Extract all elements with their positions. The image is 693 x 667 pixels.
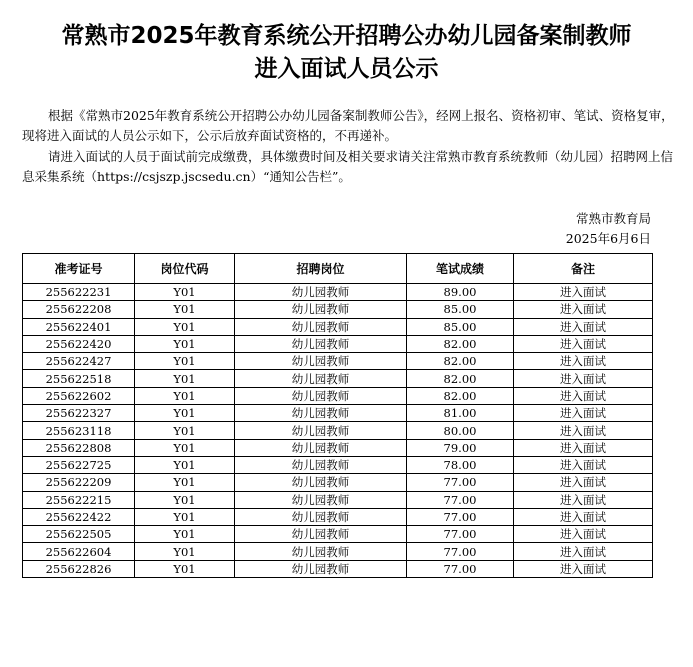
table-row [23,491,653,508]
cell-remarks: 进入面试 [514,456,653,473]
cell-written-score: 82.00 [407,353,514,370]
cell-exam-number: 255622427 [23,353,135,370]
table-row [23,405,653,422]
cell-position-code: Y01 [135,353,235,370]
intro-paragraph: 根据《常熟市2025年教育系统公开招聘公办幼儿园备案制教师公告》，经网上报名、资格初审、笔试、资格复审，现将进入面试的人员公示如下，公示后放弃面试资格的，不再递补。 [22,108,674,143]
cell-remarks: 进入面试 [514,284,653,301]
cell-position-code: Y01 [135,526,235,543]
candidates-table [22,253,653,578]
cell-remarks: 进入面试 [514,474,653,491]
cell-written-score: 82.00 [407,387,514,404]
cell-position: 幼儿园教师 [235,284,407,301]
cell-position-code: Y01 [135,456,235,473]
cell-remarks: 进入面试 [514,301,653,318]
cell-exam-number: 255622208 [23,301,135,318]
cell-position: 幼儿园教师 [235,526,407,543]
cell-position-code: Y01 [135,474,235,491]
cell-position-code: Y01 [135,335,235,352]
cell-position: 幼儿园教师 [235,508,407,525]
header-exam-number: 准考证号 [23,254,135,284]
cell-exam-number: 255622808 [23,439,135,456]
cell-remarks: 进入面试 [514,508,653,525]
cell-exam-number: 255623118 [23,422,135,439]
cell-position-code: Y01 [135,387,235,404]
table-row [23,370,653,387]
cell-exam-number: 255622420 [23,335,135,352]
cell-exam-number: 255622604 [23,543,135,560]
table-row [23,508,653,525]
table-row [23,301,653,318]
table-row [23,474,653,491]
cell-written-score: 77.00 [407,543,514,560]
cell-remarks: 进入面试 [514,387,653,404]
cell-written-score: 79.00 [407,439,514,456]
title-line-2: 进入面试人员公示 [254,56,439,82]
issuer-name: 常熟市教育局 [575,211,651,226]
cell-exam-number: 255622518 [23,370,135,387]
cell-remarks: 进入面试 [514,370,653,387]
table-row [23,284,653,301]
cell-written-score: 77.00 [407,474,514,491]
table-row [23,387,653,404]
cell-position-code: Y01 [135,508,235,525]
cell-written-score: 77.00 [407,491,514,508]
table-row [23,456,653,473]
cell-exam-number: 255622401 [23,318,135,335]
cell-written-score: 89.00 [407,284,514,301]
cell-exam-number: 255622327 [23,405,135,422]
issue-date: 2025年6月6日 [565,231,651,246]
cell-remarks: 进入面试 [514,543,653,560]
cell-exam-number: 255622602 [23,387,135,404]
cell-position: 幼儿园教师 [235,560,407,577]
cell-written-score: 77.00 [407,508,514,525]
cell-written-score: 85.00 [407,301,514,318]
cell-exam-number: 255622231 [23,284,135,301]
table-header-row [23,254,653,284]
cell-written-score: 85.00 [407,318,514,335]
cell-exam-number: 255622215 [23,491,135,508]
cell-exam-number: 255622505 [23,526,135,543]
document-title [0,20,693,86]
cell-position: 幼儿园教师 [235,318,407,335]
cell-position: 幼儿园教师 [235,370,407,387]
cell-remarks: 进入面试 [514,491,653,508]
cell-position-code: Y01 [135,370,235,387]
cell-remarks: 进入面试 [514,353,653,370]
cell-position: 幼儿园教师 [235,335,407,352]
cell-remarks: 进入面试 [514,405,653,422]
title-line-1: 常熟市2025年教育系统公开招聘公办幼儿园备案制教师 [61,23,632,49]
cell-written-score: 80.00 [407,422,514,439]
header-written-score: 笔试成绩 [407,254,514,284]
cell-position: 幼儿园教师 [235,405,407,422]
cell-position: 幼儿园教师 [235,543,407,560]
cell-position: 幼儿园教师 [235,387,407,404]
table-row [23,560,653,577]
table-row [23,543,653,560]
cell-written-score: 77.00 [407,560,514,577]
cell-exam-number: 255622209 [23,474,135,491]
cell-written-score: 81.00 [407,405,514,422]
table-row [23,526,653,543]
cell-remarks: 进入面试 [514,526,653,543]
cell-remarks: 进入面试 [514,318,653,335]
table-body [23,284,653,578]
cell-position: 幼儿园教师 [235,474,407,491]
cell-position: 幼儿园教师 [235,439,407,456]
cell-position: 幼儿园教师 [235,456,407,473]
cell-position-code: Y01 [135,405,235,422]
cell-position-code: Y01 [135,560,235,577]
cell-written-score: 82.00 [407,335,514,352]
cell-position: 幼儿园教师 [235,422,407,439]
cell-written-score: 78.00 [407,456,514,473]
table-row [23,335,653,352]
cell-written-score: 77.00 [407,526,514,543]
cell-position-code: Y01 [135,301,235,318]
cell-position-code: Y01 [135,543,235,560]
cell-position-code: Y01 [135,491,235,508]
cell-position-code: Y01 [135,439,235,456]
header-remarks: 备注 [514,254,653,284]
cell-position: 幼儿园教师 [235,301,407,318]
cell-position-code: Y01 [135,284,235,301]
table-row [23,318,653,335]
cell-position: 幼儿园教师 [235,353,407,370]
cell-exam-number: 255622826 [23,560,135,577]
cell-remarks: 进入面试 [514,560,653,577]
table-row [23,439,653,456]
header-position-code: 岗位代码 [135,254,235,284]
header-position: 招聘岗位 [235,254,407,284]
cell-position-code: Y01 [135,318,235,335]
cell-remarks: 进入面试 [514,439,653,456]
table-row [23,422,653,439]
cell-position-code: Y01 [135,422,235,439]
payment-notice-paragraph: 请进入面试的人员于面试前完成缴费，具体缴费时间及相关要求请关注常熟市教育系统教师（幼儿园）招聘网上信息采集系统（https://csjszp.jscsedu.cn）“通知公告栏”。 [22,149,674,184]
cell-remarks: 进入面试 [514,335,653,352]
cell-exam-number: 255622725 [23,456,135,473]
cell-remarks: 进入面试 [514,422,653,439]
table-row [23,353,653,370]
cell-exam-number: 255622422 [23,508,135,525]
cell-position: 幼儿园教师 [235,491,407,508]
cell-written-score: 82.00 [407,370,514,387]
